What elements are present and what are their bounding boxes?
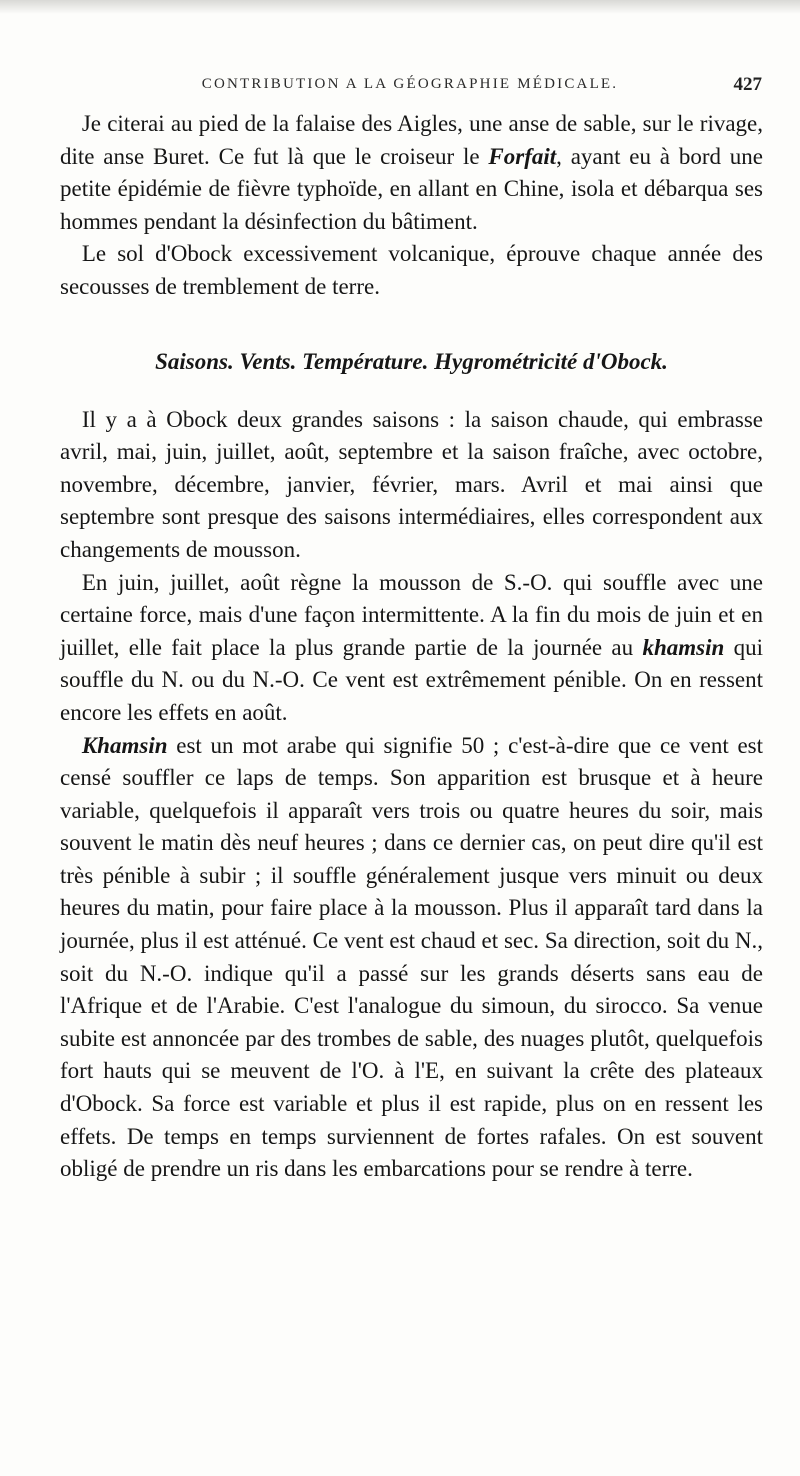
scan-top-edge <box>0 0 800 14</box>
ship-name-forfait: Forfait <box>488 143 557 169</box>
paragraph-1-text-b: , ayant eu à bord une petite épidémie de fièvre typhoïde, en allant en Chine, isola et débarqua ses hommes pendant la désinfection du bâtiment. <box>60 143 763 234</box>
running-head <box>58 74 762 100</box>
paragraph-1-text-a: Je citerai au pied de la falaise des Aigles, une anse de sable, sur le rivage, dite anse Buret. Ce fut là que le croiseur le <box>60 111 763 169</box>
term-khamsin-lead: Khamsin <box>81 732 168 758</box>
paragraph-4-text-a: En juin, juillet, août règne la mousson de S.-O. qui souffle avec une certaine force, mais d'une façon intermittente. A la fin du mois de juin et en juillet, elle fait place la plus grande partie de la journée au <box>60 569 763 660</box>
term-khamsin: khamsin <box>642 634 725 660</box>
paragraph-mousson <box>60 567 763 730</box>
paragraph-5-text: est un mot arabe qui signifie 50 ; c'est-à-dire que ce vent est censé souffler ce laps de temps. Son apparition est brusque et à heure variable, quelquefois il apparaît vers trois ou quatre heures du soir, mais souvent le matin dès neuf heures ; dans ce dernier cas, on peut dire qu'il est très pénible à subir ; il souffle généralement jusque vers minuit ou deux heures du matin, pour faire place à la mousson. Plus il apparaît tard dans la journée, plus il est atténué. Ce vent est chaud et sec. Sa direction, soit du N., soit du N.-O. indique qu'il a passé sur les grands déserts sans eau de l'Afrique et de l'Arabie. C'est l'analogue du simoun, du sirocco. Sa venue subite est annoncée par des trombes de sable, des nuages plutôt, quelquefois fort hauts qui se meuvent de l'O. à l'E, en suivant la crête des plateaux d'Obock. Sa force est variable et plus il est rapide, plus on en ressent les effets. De temps en temps surviennent de fortes rafales. On est souvent obligé de prendre un ris dans les embarcations pour se rendre à terre. <box>60 732 763 1182</box>
paragraph-4-text-b: qui souffle du N. ou du N.-O. Ce vent est extrêmement pénible. On en ressent encore les effets en août. <box>60 634 764 725</box>
paragraph-khamsin <box>60 730 763 1186</box>
page-number: 427 <box>733 74 762 95</box>
paragraph-sol-obock: Le sol d'Obock excessivement volcanique, éprouve chaque année des secousses de tremblement de terre. <box>60 241 763 299</box>
paragraph-saisons: Il y a à Obock deux grandes saisons : la saison chaude, qui embrasse avril, mai, juin, juillet, août, septembre et la saison fraîche, avec octobre, novembre, décembre, janvier, février, mars. Avril et mai ainsi que septembre sont presque des saisons intermédiaires, elles correspondent aux changements de mousson. <box>60 406 763 562</box>
paragraph-falaise-des-aigles <box>60 108 763 238</box>
section-heading: Saisons. Vents. Température. Hygrométricité d'Obock. <box>155 348 668 374</box>
running-head-title: CONTRIBUTION A LA GÉOGRAPHIE MÉDICALE. <box>201 76 619 92</box>
body-text <box>60 108 763 1186</box>
